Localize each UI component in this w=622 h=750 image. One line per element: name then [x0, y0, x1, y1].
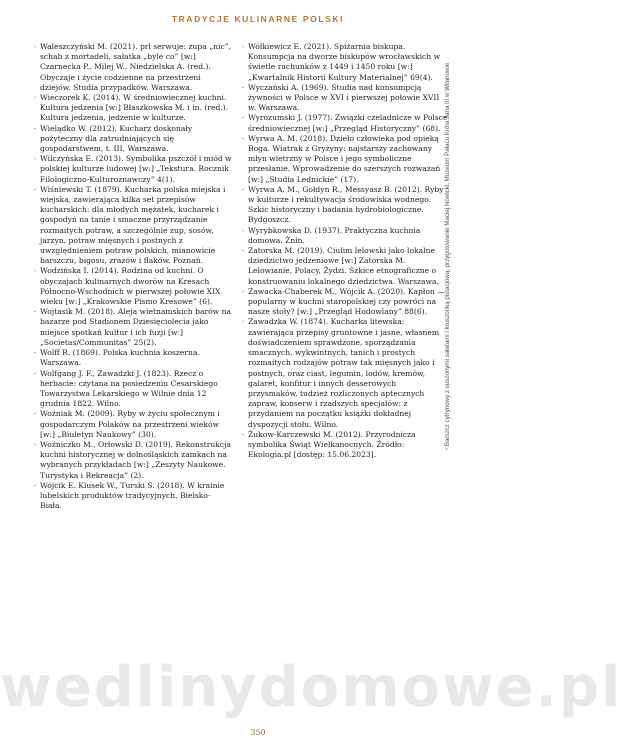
- bibliography-entry: · Wyrozumski J. (1977). Związki czeladnicze w Polsce średniowiecznej [w:] „Przegląd Historyczny” (68).: [242, 113, 448, 133]
- bibliography-entry: · Wyrwa A. M. (2018). Dzieło człowieka pod opieką Boga. Wiatrak z Gryżyny: najstarszy zachowany młyn wietrzny w Polsce i jego symboliczne przesłanie. Wprowadzenie do szerszych rozważań [w:] „Studia Lednickie” (17).: [242, 134, 448, 185]
- bibliography-entry: · Wyrwa A. M., Gołdyn R., Messyasz B. (2012). Ryby w kulturze i rekultywacja środowiska wodnego. Szkic historyczny i badania hydrobiologiczne. Bydgoszcz.: [242, 185, 448, 226]
- bibliography-entry: · Waleszczyński M. (2021). prl serwuje: zupa „nic”, schab z mortadeli, sałatka „byle co” [w:] Czarnecka P., Milej W., Niedzielska A. (red.). Obyczaje i życie codzienne na przestrzeni dziejów. Studia przypadków. Warszawa.: [34, 42, 232, 93]
- bibliography-left-column: [34, 42, 232, 511]
- bibliography-entry: · Wolff R. (1869). Polska kuchnia koszerna. Warszawa.: [34, 348, 232, 368]
- bibliography-entry: · Wyrybkowska D. (1937). Praktyczna kuchnia domowa. Żnin.: [242, 226, 448, 246]
- bibliography-entry: · Żukow-Karczewski M. (2012). Przyrodnicza symbolika Świąt Wielkanocnych. Źródło: Ekologia.pl [dostęp: 15.06.2023].: [242, 430, 448, 461]
- photo-caption-vertical: [444, 0, 451, 450]
- bibliography-entry: · Wolfgang J. F., Zawadzki J. (1823). Rzecz o herbacie: czytana na posiedzeniu Cesarskiego Towarzystwa Lekarskiego w Wilnie dnia 12 grudnia 1822. Wilno.: [34, 369, 232, 410]
- photo-caption-text: Barszcz cytrynowy z suszonymi sałatami i kruszonką pistacjową, przygotowanie Maciej Nowicki, Muzeum Pałacu Króla Jana III w Wilanowie: [444, 62, 451, 447]
- caption-bullet-icon: •: [444, 446, 451, 450]
- watermark: wedlinydomowe.pl: [0, 655, 622, 720]
- bibliography-entry: · Woźniak M. (2009). Ryby w życiu społecznym i gospodarczym Polaków na przestrzeni wieków [w:] „Biuletyn Naukowy” (30).: [34, 409, 232, 440]
- bibliography-entry: · Woźniczko M., Orłowski D. (2019). Rekonstrukcja kuchni historycznej w dolnośląskich zamkach na wybranych przykładach [w:] „Zeszyty Naukowe. Turystyka i Rekreacja” (2).: [34, 440, 232, 481]
- bibliography-entry: · Wółkiewicz E. (2021). Spiżarnia biskupa. Konsumpcja na dworze biskupów wrocławskich w świetle rachunków z 1449 i 1450 roku [w:] „Kwartalnik Historii Kultury Materialnej” 69(4).: [242, 42, 448, 83]
- bibliography-entry: · Zawadzka W. (1874). Kucharka litewska: zawierająca przepisy gruntowne i jasne, własnem doświadczeniem sprawdzone, sporządzania smacznych, wykwintnych, tanich i prostych rozmaitych rodzajów potraw tak mięsnych jako i postnych, oraz ciast, legumin, lodów, kremów, galaret, konfitur i innych desserowych przysmaków, tudzież rozliczonych aptecznych zapraw, konserw i rzadszych specjałów: z przydaniem na początku książki dokładnej dyspozycji stołu, Wilno.: [242, 317, 448, 429]
- page-number: 350: [250, 728, 266, 737]
- bibliography-entry: · Wilczyńska E. (2013). Symbolika pszczół i miód w polskiej kulturze ludowej [w:] „Tekstura. Rocznik Filologiczno-Kulturoznawczy” 4(1).: [34, 154, 232, 185]
- bibliography-entry: · Wodzińska I. (2014). Rodzina od kuchni. O obyczajach kulinarnych dworów na Kresach Północno-Wschodnich w pierwszej połowie XIX wieku [w:] „Krakowskie Pismo Kresowe” (6).: [34, 266, 232, 307]
- bibliography-entry: · Zawacka-Chaberek M., Wójcik A. (2020). Kapłon — popularny w kuchni staropolskiej czy powróci na nasze stoły? [w:] „Przegląd Hodowlany” 88(6).: [242, 287, 448, 318]
- bibliography-right-column: [242, 42, 448, 460]
- bibliography-entry: · Wojtasik M. (2018). Aleja wietnamskich barów na bazarze pod Stadionem Dziesięciolecia jako miejsce spotkań kultur i ich fuzji [w:] „Societas/Communitas” 25(2).: [34, 307, 232, 348]
- bibliography-entry: · Zatorska M. (2019). Ciulim lelowski jako lokalne dziedzictwo jedzeniowe [w:] Zatorska M. Lelowianie, Polacy, Żydzi. Szkice etnograficzne o konstruowaniu lokalnego dziedzictwa. Warszawa.: [242, 246, 448, 287]
- bibliography-entry: · Wiśniewski T. (1879). Kucharka polska miejska i wiejska, zawierająca kilka set przepisów kucharskich: dla młodych mężatek, kucharek i gospodyń na tanie i smaczne przyrządzanie rozmaitych potraw, a szczególnie zup, sosów, jarzyn, potraw mięsnych i postnych z uwzględnieniem potraw polskich, mianowicie barszczu, bigosu, zrazów i flaków. Poznań.: [34, 185, 232, 267]
- bibliography-entry: · Wójcik E. Klusek W., Turski S. (2018). W krainie lubelskich produktów tradycyjnych, Bielsko-Biała.: [34, 481, 232, 512]
- bibliography-entry: · Wyczański A. (1969). Studia nad konsumpcją żywności w Polsce w XVI i pierwszej połowie XVII w. Warszawa.: [242, 83, 448, 114]
- bibliography-entry: · Wielądko W. (2012), Kucharz doskonały pożyteczny dla zatrudniających się gospodarstwem, t. III, Warszawa.: [34, 124, 232, 155]
- running-header: TRADYCJE KULINARNE POLSKI: [171, 14, 345, 24]
- bibliography-entry: · Wieczorek K. (2014). W średniowiecznej kuchni. Kultura jedzenia [w:] Błaszkowska M. i in. (red.). Kultura jedzenia, jedzenie w kulturze.: [34, 93, 232, 124]
